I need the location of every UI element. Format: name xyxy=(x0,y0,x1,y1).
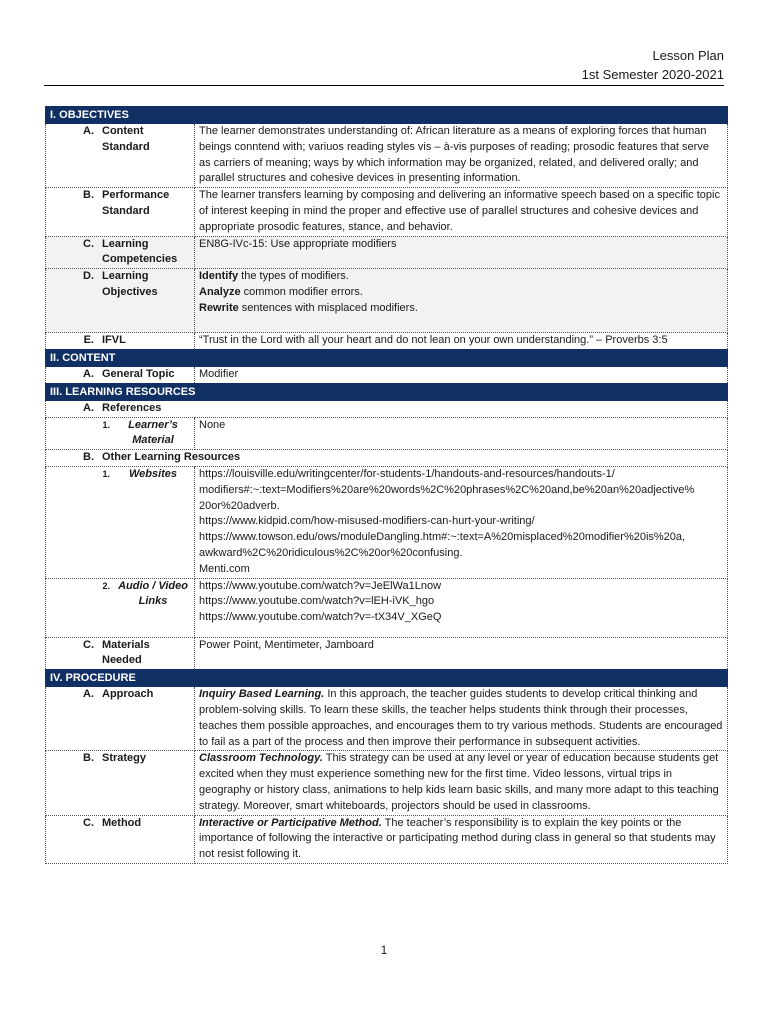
lesson-plan-table xyxy=(45,106,728,864)
row-approach xyxy=(46,687,728,751)
website-link[interactable]: modifiers#:~:text=Modifiers%20are%20words%2C%20phrases%2C%20and,be%20an%20adjective% xyxy=(199,483,695,496)
content-standard-text: The learner demonstrates understanding of: African literature as a means of exploring forces that human beings conntend with; variuos reading styles vis – à-vis purposes of reading; prosodic features that serve as carriers of meaning; ways by which information may be organized, related, and delivered orally; and parallel structures and cohesive devices in presenting information. xyxy=(195,124,728,188)
row-letter: C. xyxy=(83,237,94,250)
performance-standard-text: The learner transfers learning by composing and delivering an informative speech based on a specific topic of interest keeping in mind the proper and effective use of parallel structures and cohesive devices and appropriate prosodic features, stance, and behavior. xyxy=(195,188,728,236)
row-label: References xyxy=(102,401,162,414)
materials-needed-text: Power Point, Mentimeter, Jamboard xyxy=(195,637,728,670)
document-title: Lesson Plan xyxy=(652,48,724,63)
sub-number: 1. xyxy=(102,468,110,479)
row-general-topic xyxy=(46,366,728,383)
semester-label: 1st Semester 2020-2021 xyxy=(581,67,724,82)
row-learners-material xyxy=(46,417,728,450)
row-learning-objectives xyxy=(46,269,728,333)
video-link[interactable]: https://www.youtube.com/watch?v=-tX34V_XGeQ xyxy=(199,611,442,624)
method-lead: Interactive or Participative Method. xyxy=(199,816,382,829)
row-audio-video xyxy=(46,578,728,637)
row-label: General Topic xyxy=(102,367,175,380)
video-links-list xyxy=(195,578,728,637)
row-letter: A. xyxy=(83,125,94,137)
video-link[interactable]: https://www.youtube.com/watch?v=lEH-iVK_hgo xyxy=(199,595,435,608)
row-method xyxy=(46,815,728,863)
row-label: Learning Objectives xyxy=(102,270,158,298)
website-link[interactable]: Menti.com xyxy=(199,562,250,575)
row-letter: B. xyxy=(83,189,94,202)
sub-number: 1. xyxy=(102,419,110,430)
row-label: Method xyxy=(102,816,142,829)
strategy-text: Classroom Technology. This strategy can be used at any level or year of education because students get excited when they must experience something new for the first time. Video lessons, virtual trips in geography or history class, animations to help kids learn basic skills, and many more adapt to this teaching strategy. Moreover, smart whiteboards, projectors should be used in classrooms. xyxy=(195,751,728,815)
row-materials-needed xyxy=(46,637,728,670)
websites-list xyxy=(195,466,728,578)
section-header-objectives: I. OBJECTIVES xyxy=(46,107,728,124)
approach-text: Inquiry Based Learning. In this approach, the teacher guides students to develop critical thinking and problem-solving skills. To learn these skills, the teacher helps students think through their processes, teaches them possible approaches, and encourages them to try various methods. Students are encouraged to fail as a part of the process and then improve their performance in subsequent activities. xyxy=(195,687,728,751)
general-topic-text: Modifier xyxy=(195,366,728,383)
row-ifvl xyxy=(46,333,728,350)
strategy-lead: Classroom Technology. xyxy=(199,752,323,765)
row-learning-competencies xyxy=(46,236,728,269)
section-header-procedure: IV. PROCEDURE xyxy=(46,670,728,687)
row-letter: B. xyxy=(83,451,94,464)
row-letter: E. xyxy=(83,334,94,347)
row-label: Other Learning Resources xyxy=(102,451,241,464)
row-references xyxy=(46,400,728,417)
row-other-resources xyxy=(46,450,728,467)
sub-label: Websites xyxy=(128,467,178,480)
objective-item: Identify the types of modifiers. xyxy=(199,270,349,283)
row-label: Performance Standard xyxy=(102,189,170,217)
row-label: Strategy xyxy=(102,752,147,765)
website-link[interactable]: awkward%2C%20ridiculous%2C%20or%20confusing. xyxy=(199,546,463,559)
objective-item: Analyze common modifier errors. xyxy=(199,285,363,298)
section-header-resources: III. LEARNING RESOURCES xyxy=(46,383,728,400)
website-link[interactable]: https://www.kidpid.com/how-misused-modifiers-can-hurt-your-writing/ xyxy=(199,515,535,528)
website-link[interactable]: https://louisville.edu/writingcenter/for-students-1/handouts-and-resources/handouts-1/ xyxy=(199,467,615,480)
approach-lead: Inquiry Based Learning. xyxy=(199,688,325,701)
learning-competencies-text: EN8G-IVc-15: Use appropriate modifiers xyxy=(195,236,728,269)
method-text: Interactive or Participative Method. The teacher’s responsibility is to explain the key points or the importance of following the interactive or participating method during class in general so that students may not resist following it. xyxy=(195,815,728,863)
video-link[interactable]: https://www.youtube.com/watch?v=JeElWa1Lnow xyxy=(199,579,442,592)
sub-label: Learner’s Material xyxy=(128,418,178,447)
row-letter: A. xyxy=(83,688,94,701)
sub-label: Audio / Video Links xyxy=(118,579,188,608)
row-letter: C. xyxy=(83,638,94,651)
row-letter: C. xyxy=(83,816,94,829)
row-letter: B. xyxy=(83,752,94,765)
row-strategy xyxy=(46,751,728,815)
ifvl-verse: “Trust in the Lord with all your heart and do not lean on your own understanding.” – Proverbs 3:5 xyxy=(195,333,728,350)
page-header xyxy=(582,46,724,84)
learning-objectives-list xyxy=(195,269,728,333)
row-performance-standard xyxy=(46,188,728,236)
sub-number: 2. xyxy=(102,580,110,591)
row-label: Learning Competencies xyxy=(102,237,178,266)
row-label: Content Standard xyxy=(102,125,150,153)
header-rule xyxy=(44,85,724,86)
page-number: 1 xyxy=(380,943,388,957)
row-label: Approach xyxy=(102,688,154,701)
row-label: Materials Needed xyxy=(102,638,150,667)
row-letter: D. xyxy=(83,270,94,283)
section-header-content: II. CONTENT xyxy=(46,349,728,366)
objective-item: Rewrite sentences with misplaced modifiers. xyxy=(199,301,418,314)
row-websites xyxy=(46,466,728,578)
row-letter: A. xyxy=(83,401,94,414)
row-content-standard xyxy=(46,124,728,188)
row-letter: A. xyxy=(83,367,94,380)
learners-material-text: None xyxy=(195,417,728,450)
website-link[interactable]: 20or%20adverb. xyxy=(199,499,280,512)
row-label: IFVL xyxy=(102,334,126,347)
website-link[interactable]: https://www.towson.edu/ows/moduleDangling.htm#:~:text=A%20misplaced%20modifier%20is%20a, xyxy=(199,531,686,544)
